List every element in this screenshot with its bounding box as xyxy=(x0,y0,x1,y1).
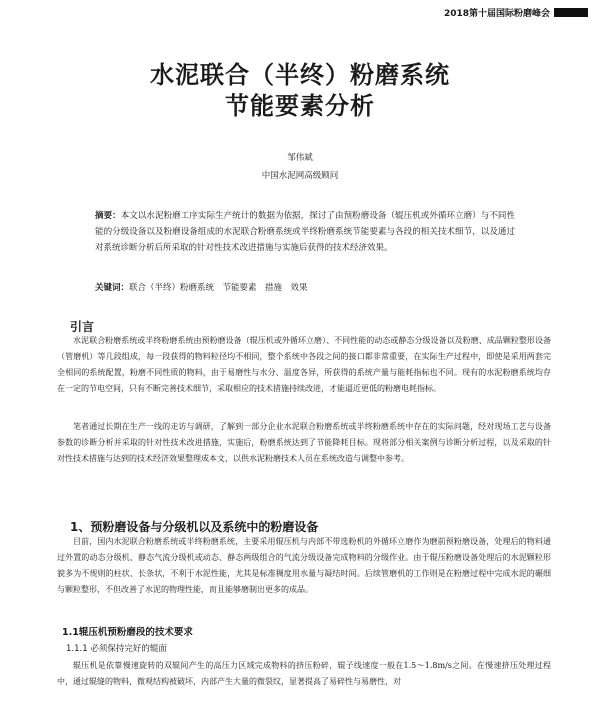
keywords-label: 关键词： xyxy=(95,283,130,293)
title-line-1: 水泥联合（半终）粉磨系统 xyxy=(150,61,450,89)
intro-paragraph-1: 水泥联合粉磨系统或半终粉磨系统由预粉磨设备（辊压机或外循环立磨）、不同性能的动态或静态分级设备以及粉磨、成品颗粒整形设备（管磨机）等几段组成，每一段获得的物料粒径均不相同，整个系统中各段之间的接口都非常重要，在实际生产过程中，即使是采用两套完全相同的系统配置，粉磨不同性质的物料，由于易磨性与水分、温度各异，所获得的系统产量与能耗指标也不同。现有的水泥粉磨系统均存在一定的节电空间，只有不断完善技术细节，采取相应的技术措施持续改进，才能逼近更低的粉磨电耗指标。 xyxy=(57,336,551,393)
keywords xyxy=(95,281,515,295)
abstract-label: 摘要： xyxy=(95,211,121,221)
subsection-paragraph: 辊压机是依靠慢速旋转的双辊间产生的高压力区域完成物料的挤压粉碎，辊子线速度一般在1.5～1.8m/s之间。在慢速挤压处理过程中，通过辊缝的物料，微观结构被破坏，内部产生大量的微裂纹，显著提高了易碎性与易磨性，对 xyxy=(57,661,551,686)
subsection-1-1-heading: 1.1辊压机预粉磨段的技术要求 xyxy=(62,627,193,638)
abstract xyxy=(95,208,515,256)
author-affiliation: 中国水泥网高级顾问 xyxy=(261,171,339,181)
title-line-2: 节能要素分析 xyxy=(225,92,375,120)
keywords-text: 联合（半终）粉磨系统 节能要素 措施 效果 xyxy=(129,283,308,293)
header-bar xyxy=(554,8,588,17)
running-title: 2018第十届国际粉磨峰会 xyxy=(443,9,550,19)
section-1-heading: 1、预粉磨设备与分级机以及系统中的粉磨设备 xyxy=(70,520,319,534)
intro-heading: 引言 xyxy=(70,320,95,334)
paper-title xyxy=(0,60,600,122)
abstract-text: 本文以水泥粉磨工序实际生产统计的数据为依据，探讨了由预粉磨设备（辊压机或外循环立磨）与不同性能的分级设备以及粉磨设备组成的水泥联合粉磨系统或半终粉磨系统节能要素与各段的相关技术细节，以及通过对系统诊断分析后所采取的针对性技术改进措施与实施后获得的技术经济效果。 xyxy=(95,211,515,253)
subsection-1-1-1-heading: 1.1.1 必须保持完好的辊面 xyxy=(66,644,167,654)
running-header xyxy=(444,6,588,19)
intro-paragraph-2: 笔者通过长期在生产一线的走访与调研，了解到一部分企业水泥联合粉磨系统或半终粉磨系统中存在的实际问题，经对现场工艺与设备参数的诊断分析并采取的针对性技术改进措施，实施后，粉磨系统达到了节能降耗目标。现将部分相关案例与诊断分析过程，以及采取的针对性技术措施与达到的技术经济效果整理成本文，以供水泥粉磨技术人员在系统改造与调整中参考。 xyxy=(57,422,551,463)
section-1-paragraph: 目前，国内水泥联合粉磨系统或半终粉磨系统，主要采用辊压机与内部不带选粉机的外循环立磨作为磨前预粉磨设备，处理后的物料通过外置的动态分级机、静态气流分级机或动态、静态两级组合的气流分级设备完成物料的分级作业。由于辊压粉磨设备处理后的水泥颗粒形貌多为不规则的柱状、长条状，不利于水泥性能，尤其是标准稠度用水量与凝结时间。后续管磨机的工作则是在粉磨过程中完成水泥的碾细与颗粒整形，不但改善了水泥的物理性能，而且能够磨制出更多的成品。 xyxy=(57,537,551,594)
author-name: 邹伟斌 xyxy=(287,153,313,163)
